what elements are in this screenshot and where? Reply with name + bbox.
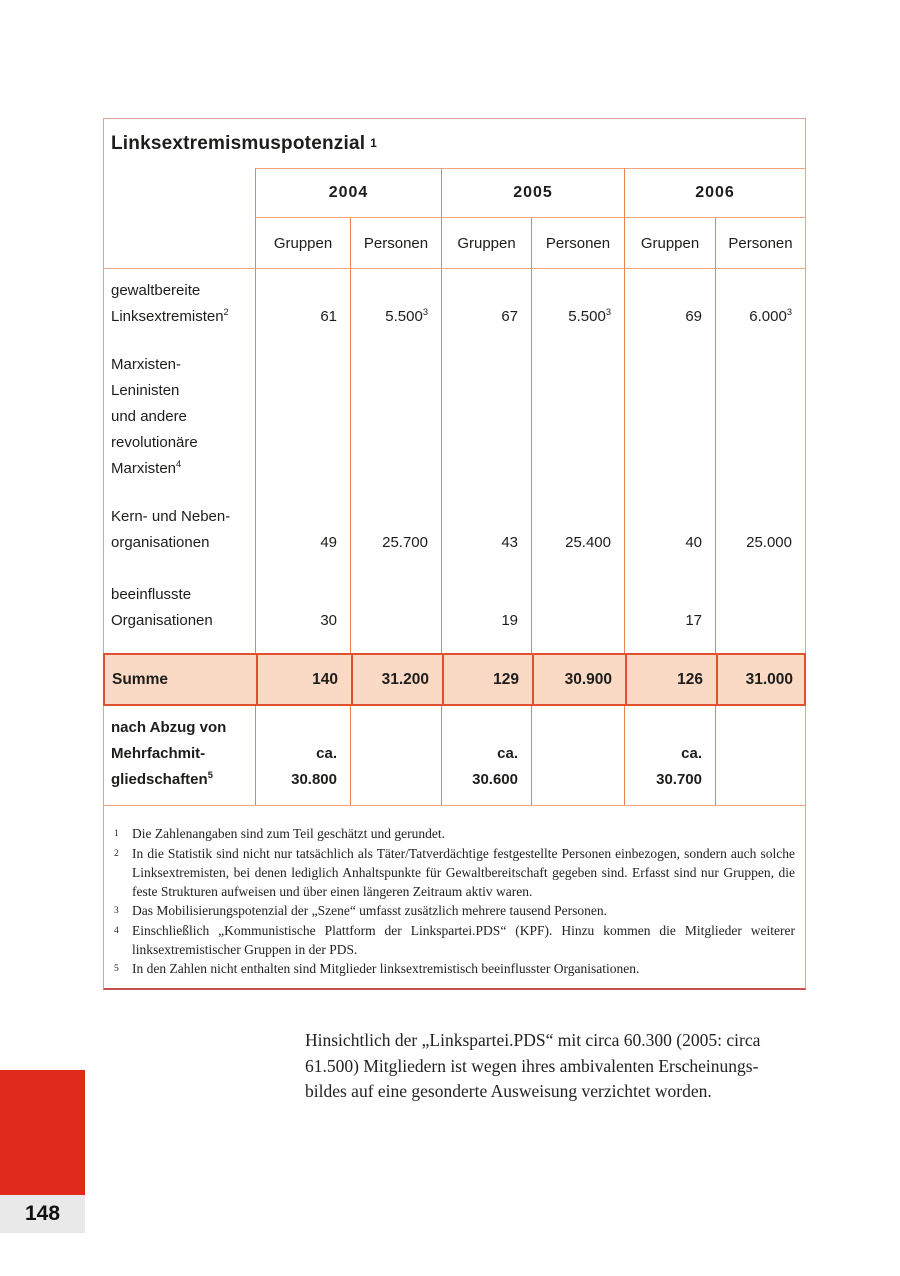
cell-violent-2005-gruppen: 67 (501, 308, 518, 325)
cell-influenced-2004-gruppen: 30 (320, 612, 337, 629)
cell-violent-2006-gruppen: 69 (685, 308, 702, 325)
subheader-gruppen-2004: Gruppen (255, 218, 350, 268)
table-title: Linksextremismuspotenzial 1 (111, 132, 377, 154)
footnote-2: 2 In die Statistik sind nicht nur tatsächlich als Täter/Tatverdächtige festgestellte Personen einbezogen, sondern auch solche Linksextremisten, bei denen lediglich Anhaltspunkte für Gewaltbereitschaft gegeben sind. Erfasst sind nur Gruppen, die feste Strukturen aufweisen und über einen längeren Zeitraum aktiv waren. (114, 846, 795, 899)
footnote-4: 4 Einschließlich „Kommunistische Plattform der Linkspartei.PDS“ (KPF). Hinzu kommen die Mitglieder weiterer linksextremistischer Gruppen in der PDS. (114, 923, 795, 957)
body-paragraph: Hinsichtlich der „Linkspartei.PDS“ mit circa 60.300 (2005: circa 61.500) Mitgliedern ist wegen ihres ambivalenten Erscheinungs- bildes auf eine gesonderte Ausweisung verzichtet worden. (305, 1030, 761, 1101)
footnote-5: 5 In den Zahlen nicht enthalten sind Mitglieder linksextremistisch beeinflusster Organisationen. (114, 961, 640, 976)
subheader-personen-2004: Personen (350, 218, 441, 268)
footnotes-section (104, 806, 805, 988)
cell-core-2004-personen: 25.700 (382, 534, 428, 551)
footnote-ref: 2 (223, 307, 229, 317)
year-header-row (104, 168, 805, 218)
year-header-2005: 2005 (441, 168, 624, 218)
footnote-3: 3 Das Mobilisierungspotenzial der „Szene“ umfasst zusätzlich mehrere tausend Personen. (114, 903, 607, 918)
subheader-gruppen-2005: Gruppen (441, 218, 531, 268)
footnote-ref: 5 (207, 770, 213, 780)
cell-sum-2005-gruppen: 129 (442, 655, 532, 704)
row-label-violent-extremists: gewaltbereite Linksextremisten$^2$ (111, 282, 229, 325)
row-label-core-organisations: Kern- und Neben- organisationen (111, 508, 231, 551)
footnote-ref: 3 (786, 307, 792, 317)
cell-deduction-2004-personen (350, 706, 441, 805)
subheader-personen-2006: Personen (715, 218, 805, 268)
cell-sum-2005-personen: 30.900 (532, 655, 625, 704)
row-label-influenced-organisations: beeinflusste Organisationen (111, 586, 213, 629)
cell-violent-2004-gruppen: 61 (320, 308, 337, 325)
cell-sum-2004-gruppen: 140 (256, 655, 351, 704)
cell-deduction-2004-gruppen: ca. 30.800 (255, 706, 350, 805)
cell-core-2006-gruppen: 40 (685, 534, 702, 551)
cell-violent-2005-personen: 5.500$^3$ (568, 307, 611, 325)
footnote-1: 1 Die Zahlenangaben sind zum Teil geschätzt und gerundet. (114, 826, 445, 841)
year-header-2004: 2004 (255, 168, 441, 218)
cell-influenced-2006-gruppen: 17 (685, 612, 702, 629)
cell-core-2005-personen: 25.400 (565, 534, 611, 551)
year-header-2006: 2006 (624, 168, 805, 218)
cell-deduction-2006-gruppen: ca. 30.700 (624, 706, 715, 805)
footnote-ref: 3 (422, 307, 428, 317)
page-number: 148 (24, 1202, 61, 1225)
cell-deduction-2005-personen (531, 706, 624, 805)
sum-row (103, 653, 806, 706)
after-deduction-row (104, 706, 805, 806)
cell-core-2006-personen: 25.000 (746, 534, 792, 551)
footnote-ref: 3 (605, 307, 611, 317)
cell-core-2005-gruppen: 43 (501, 534, 518, 551)
cell-sum-2006-gruppen: 126 (625, 655, 716, 704)
cell-sum-2006-personen: 31.000 (716, 655, 806, 704)
sum-label: Summe (112, 670, 168, 688)
subheader-spacer (104, 218, 255, 268)
subheader-personen-2005: Personen (531, 218, 624, 268)
subheader-gruppen-2006: Gruppen (624, 218, 715, 268)
year-header-spacer (104, 168, 255, 218)
chapter-color-marker (0, 1070, 85, 1195)
cell-influenced-2005-gruppen: 19 (501, 612, 518, 629)
row-label-marxists-heading: Marxisten- Leninisten und andere revolutionäre Marxisten$^4$ (111, 356, 198, 477)
cell-violent-2006-personen: 6.000$^3$ (749, 307, 792, 325)
footnote-ref: 4 (176, 459, 182, 469)
linksextremismus-table (103, 118, 806, 990)
page-number-strip (0, 1195, 85, 1233)
table-title-text: Linksextremismuspotenzial (111, 132, 366, 154)
cell-deduction-2005-gruppen: ca. 30.600 (441, 706, 531, 805)
cell-deduction-2006-personen (715, 706, 805, 805)
table-body (104, 269, 805, 653)
cell-violent-2004-personen: 5.500$^3$ (385, 307, 428, 325)
subheader-row (104, 218, 805, 269)
cell-sum-2004-personen: 31.200 (351, 655, 442, 704)
cell-core-2004-gruppen: 49 (320, 534, 337, 551)
after-deduction-label: nach Abzug von Mehrfachmit- gliedschaften$^5$ (111, 719, 227, 788)
